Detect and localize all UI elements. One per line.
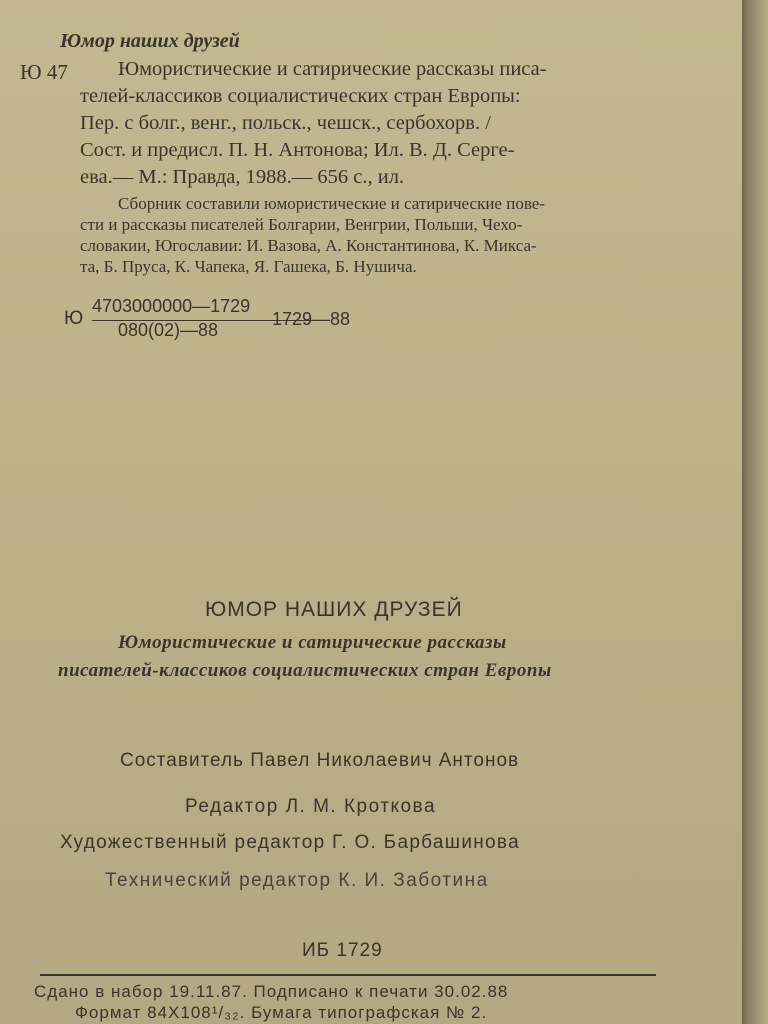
abstract-line: Сборник составили юмористические и сатирические пове- bbox=[118, 194, 545, 213]
abstract-line: словакии, Югославии: И. Вазова, А. Константинова, К. Микса- bbox=[80, 236, 537, 255]
art-editor-credit: Художественный редактор Г. О. Барбашинова bbox=[60, 832, 520, 853]
abstract-line: сти и рассказы писателей Болгарии, Венгрии, Польши, Чехо- bbox=[80, 215, 523, 234]
code-prefix: Ю bbox=[64, 308, 84, 329]
abstract-line: та, Б. Пруса, К. Чапека, Я. Гашека, Б. Нушича. bbox=[80, 257, 417, 276]
short-title: Юмор наших друзей bbox=[60, 30, 240, 52]
editor-credit: Редактор Л. М. Кроткова bbox=[185, 796, 437, 817]
ib-number: ИБ 1729 bbox=[302, 940, 383, 961]
imprint-line: Сдано в набор 19.11.87. Подписано к печати 30.02.88 bbox=[34, 982, 509, 1001]
book-subtitle-line: писателей-классиков социалистических стран Европы bbox=[58, 660, 552, 681]
shelf-mark: Ю 47 bbox=[20, 60, 68, 84]
tech-editor-credit: Технический редактор К. И. Заботина bbox=[105, 870, 489, 891]
imprint-line: Формат 84Х108¹/₃₂. Бумага типографская № 2. bbox=[75, 1003, 488, 1022]
book-title: ЮМОР НАШИХ ДРУЗЕЙ bbox=[205, 598, 463, 621]
code-suffix: 1729—88 bbox=[272, 309, 351, 329]
code-denominator: 080(02)—88 bbox=[118, 320, 219, 340]
book-subtitle-line: Юмористические и сатирические рассказы bbox=[118, 632, 507, 653]
description-line: Юмористические и сатирические рассказы писа- bbox=[118, 58, 547, 80]
compiler-credit: Составитель Павел Николаевич Антонов bbox=[120, 750, 520, 771]
divider bbox=[40, 974, 656, 976]
code-numerator: 4703000000—1729 bbox=[92, 296, 251, 316]
description-line: телей-классиков социалистических стран Европы: bbox=[80, 85, 521, 107]
description-line: Сост. и предисл. П. Н. Антонова; Ил. В. Д. Серге- bbox=[80, 139, 515, 161]
description-line: Пер. с болг., венг., польск., чешск., сербохорв. / bbox=[80, 112, 491, 134]
description-line: ева.— М.: Правда, 1988.— 656 с., ил. bbox=[80, 166, 405, 188]
page-edge bbox=[742, 0, 768, 1024]
classification-code bbox=[64, 296, 374, 346]
